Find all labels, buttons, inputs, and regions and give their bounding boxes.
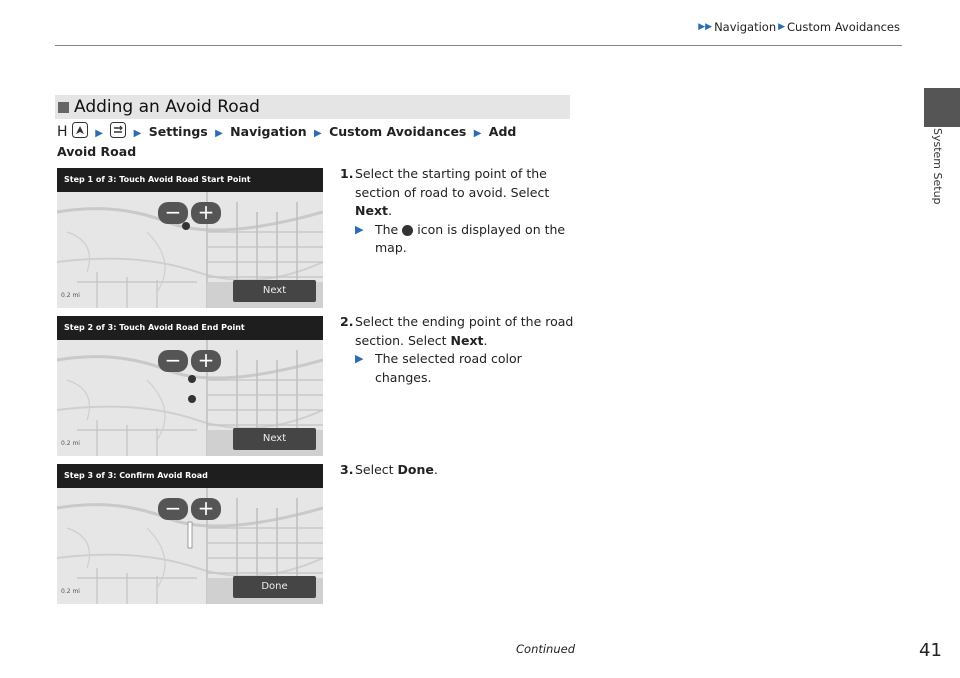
step-text: Select the ending point of the road section. Select Next.: [355, 314, 574, 348]
map-pin-icon: [182, 222, 190, 230]
start-pin-icon: [188, 375, 196, 383]
settings-menu-icon: [110, 122, 126, 143]
zoom-out-button[interactable]: −: [158, 202, 188, 224]
chapter-tab[interactable]: [924, 88, 960, 127]
avoided-road-segment: [188, 522, 192, 548]
breadcrumb-custom-avoidances[interactable]: Custom Avoidances: [787, 20, 900, 34]
map-scale: 0.2 mi: [61, 292, 80, 299]
result-arrow-icon: ▶: [355, 222, 364, 236]
zoom-in-button[interactable]: +: [191, 202, 221, 224]
double-arrow-icon: ▶▶: [698, 22, 713, 32]
screen-step-2: [57, 316, 323, 456]
arrow-icon: ▶: [778, 22, 786, 32]
header-divider: [55, 45, 902, 46]
section-heading: [55, 95, 570, 119]
screen-title: Step 1 of 3: Touch Avoid Road Start Point: [57, 168, 323, 192]
step-result: ▶ The icon is displayed on the map.: [355, 221, 566, 255]
path-settings: Settings: [148, 124, 208, 139]
screen-title: Step 2 of 3: Touch Avoid Road End Point: [57, 316, 323, 340]
step-result: ▶ The selected road color changes.: [355, 351, 522, 385]
path-navigation: Navigation: [230, 124, 307, 139]
map-scale: 0.2 mi: [61, 440, 80, 447]
next-button[interactable]: Next: [233, 428, 316, 450]
screen-step-3: [57, 464, 323, 604]
step-3: [340, 461, 580, 480]
section-title: Adding an Avoid Road: [74, 97, 260, 117]
screen-title: Step 3 of 3: Confirm Avoid Road: [57, 464, 323, 488]
arrow-icon: ▶: [95, 128, 103, 139]
end-pin-icon: [188, 395, 196, 403]
step-2: [340, 313, 580, 387]
square-bullet-icon: [58, 102, 69, 113]
arrow-icon: ▶: [314, 128, 322, 139]
next-button[interactable]: Next: [233, 280, 316, 302]
done-button[interactable]: Done: [233, 576, 316, 598]
screen-step-1: [57, 168, 323, 308]
zoom-in-button[interactable]: +: [191, 498, 221, 520]
step-text: Select Done.: [355, 462, 438, 477]
map-scale: 0.2 mi: [61, 588, 80, 595]
result-arrow-icon: ▶: [355, 352, 364, 365]
step-1: [340, 165, 580, 258]
step-text: Select the starting point of the section of road to avoid. Select Next.: [355, 166, 550, 218]
zoom-in-button[interactable]: +: [191, 350, 221, 372]
path-add-avoid-road: Add Avoid Road: [57, 124, 517, 159]
breadcrumb: [698, 20, 900, 34]
step-number: 1.: [340, 166, 354, 181]
arrow-icon: ▶: [215, 128, 223, 139]
step-number: 2.: [340, 314, 354, 329]
page-number: 41: [919, 640, 942, 661]
chapter-label: System Setup: [931, 128, 944, 205]
zoom-out-button[interactable]: −: [158, 350, 188, 372]
step-number: 3.: [340, 462, 354, 477]
continued-label: Continued: [516, 642, 576, 656]
breadcrumb-navigation[interactable]: Navigation: [714, 20, 777, 34]
home-symbol: H: [57, 124, 68, 140]
arrow-icon: ▶: [473, 128, 482, 139]
app-icon: [72, 122, 88, 143]
pin-icon: [402, 225, 413, 236]
zoom-out-button[interactable]: −: [158, 498, 188, 520]
menu-path: [57, 122, 557, 161]
path-custom-avoidances: Custom Avoidances: [329, 124, 467, 139]
arrow-icon: ▶: [133, 128, 142, 139]
